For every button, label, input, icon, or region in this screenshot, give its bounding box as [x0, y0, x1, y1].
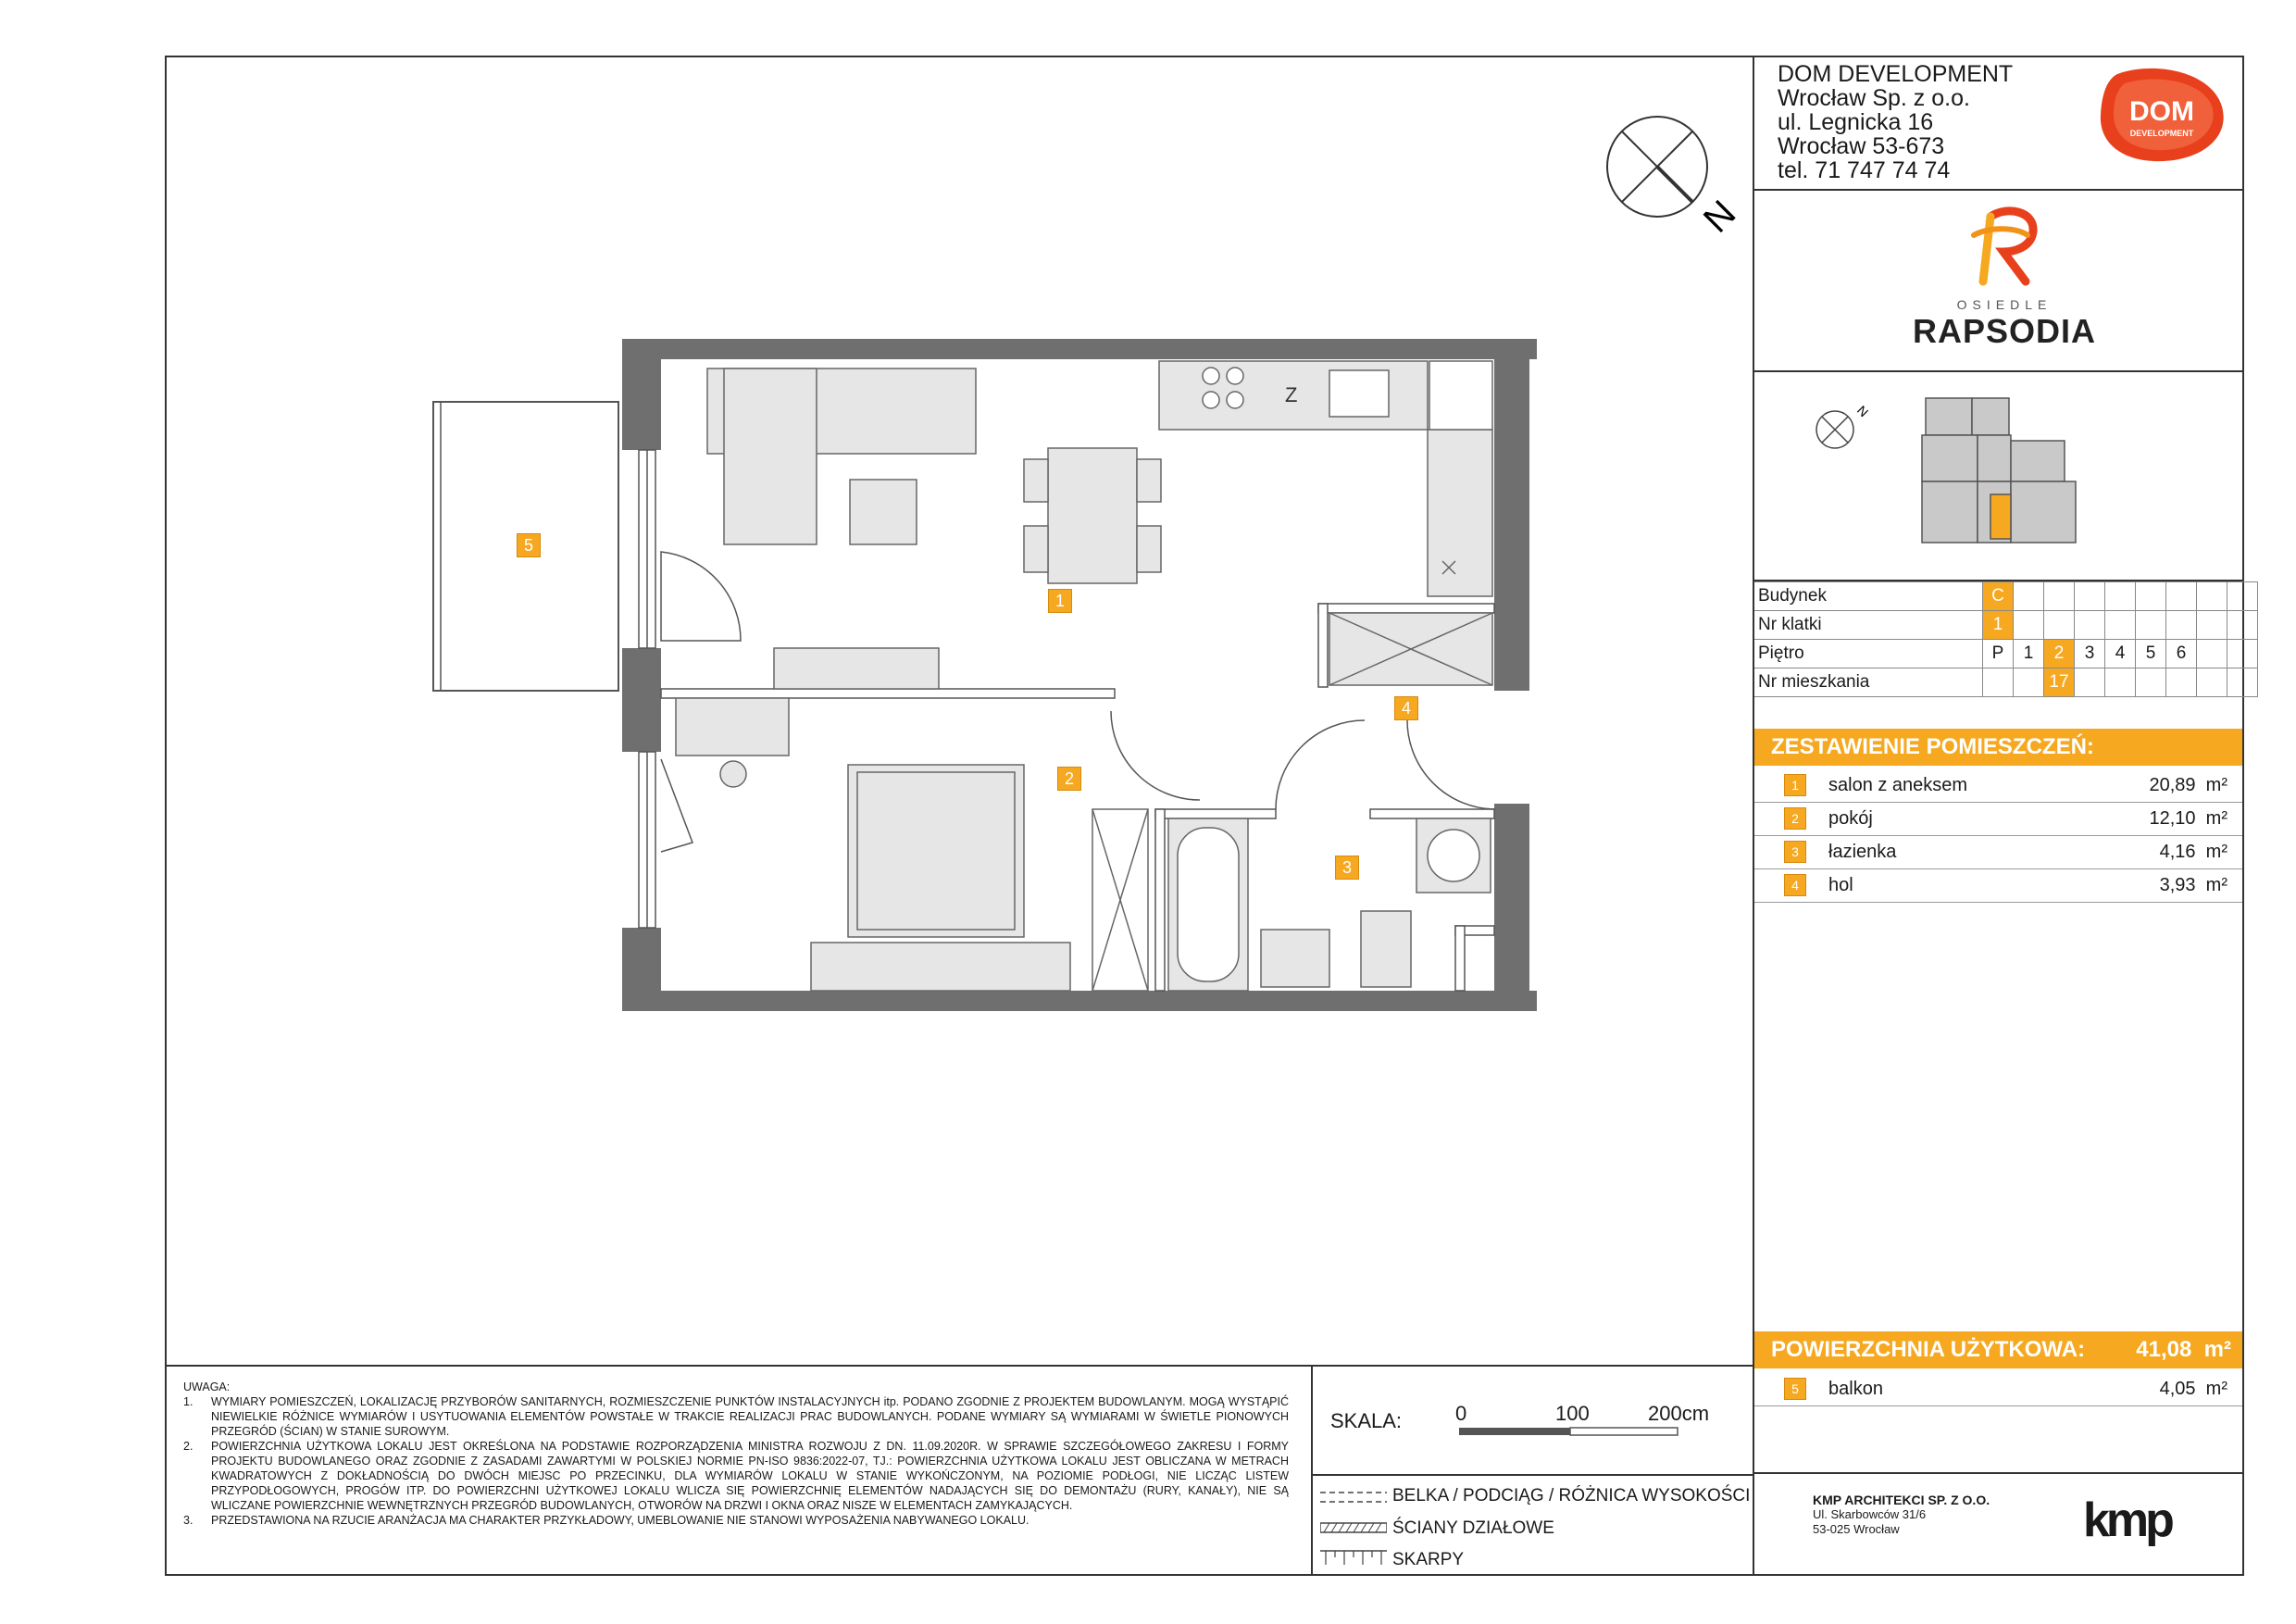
estate-prefix: OSIEDLE — [1956, 297, 2053, 312]
info-cell — [2014, 582, 2044, 611]
scale-tick-200: 200cm — [1648, 1402, 1710, 1425]
note-item — [183, 1439, 1289, 1513]
note-text: WYMIARY POMIESZCZEŃ, LOKALIZACJĘ PRZYBORÓW SANITARNYCH, ROZMIESZCZENIE PUNKTÓW INSTALACYJNYCH itp. PODANO ZGODNIE Z PROJEKTEM BUDOWLANYM. MOGĄ WYSTĄPIĆ NIEWIELKIE RÓŻNICE WYMIARÓW I USYTUOWANIA ELEMENTÓW POWSTAŁE W TRAKCIE REALIZACJI PRAC BUDOWLANYCH. PODANE WYMIARY SĄ WYMIARAMI W ŚWIETLE PIONOWYCH PRZEGRÓD (ŚCIAN) W STANIE SUROWYM. — [211, 1395, 1289, 1438]
room-name: łazienka — [1828, 842, 1897, 862]
room-name: hol — [1828, 875, 1853, 895]
room-area: 20,89 — [2149, 775, 2196, 795]
room-row — [1754, 868, 2242, 903]
info-cell — [2075, 611, 2105, 640]
notes — [183, 1380, 1289, 1528]
info-cell: 1 — [2014, 640, 2044, 668]
panel-line-4 — [1753, 1472, 2244, 1474]
balcony-number: 5 — [1784, 1378, 1806, 1400]
notes-divider — [165, 1365, 1753, 1367]
developer-phone: tel. 71 747 74 74 — [1778, 157, 1951, 183]
note-item — [183, 1394, 1289, 1439]
legend-walls: ŚCIANY DZIAŁOWE — [1392, 1518, 1554, 1538]
scale-tick-100: 100 — [1555, 1402, 1590, 1425]
info-cell — [2227, 611, 2258, 640]
info-cell: C — [1983, 582, 2014, 611]
north-label: N — [1695, 193, 1744, 241]
info-cell — [2197, 640, 2227, 668]
balcony-unit: m² — [2205, 1379, 2227, 1399]
panel-line-2 — [1753, 370, 2244, 372]
info-cell — [2075, 582, 2105, 611]
plan-tag-2: 2 — [1057, 767, 1081, 791]
info-cell — [2197, 668, 2227, 697]
info-cell — [2166, 668, 2197, 697]
room-row — [1754, 802, 2242, 836]
info-row-label: Nr klatki — [1754, 611, 1983, 640]
note-number: 1. — [183, 1395, 193, 1408]
notes-title: UWAGA: — [183, 1380, 231, 1393]
room-unit: m² — [2205, 875, 2227, 895]
info-cell: 3 — [2075, 640, 2105, 668]
legend-divider — [1311, 1474, 1753, 1476]
floor-plan — [426, 333, 1537, 1018]
rooms-header-text: ZESTAWIENIE POMIESZCZEŃ: — [1771, 734, 2094, 759]
legend-beam: BELKA / PODCIĄG / RÓŻNICA WYSOKOŚCI — [1392, 1486, 1751, 1505]
info-row-label: Budynek — [1754, 582, 1983, 611]
building-keyplan — [1922, 398, 2076, 543]
info-cell — [2197, 611, 2227, 640]
info-cell — [2044, 611, 2075, 640]
plan-tag-3: 3 — [1335, 856, 1359, 880]
usable-area-unit: m² — [2203, 1337, 2231, 1362]
info-cell: 1 — [1983, 611, 2014, 640]
developer-address — [1778, 62, 2013, 182]
info-row-label: Piętro — [1754, 640, 1983, 668]
developer-company: Wrocław Sp. z o.o. — [1778, 85, 1970, 111]
kitchen-counter — [1159, 361, 1492, 596]
info-cell — [2014, 668, 2044, 697]
room-area: 4,16 — [2159, 842, 2196, 862]
plan-tag-4: 4 — [1394, 696, 1418, 720]
info-cell — [2075, 668, 2105, 697]
info-row — [1754, 582, 2258, 611]
room-number: 1 — [1784, 774, 1806, 796]
info-cell — [2136, 611, 2166, 640]
note-text: PRZEDSTAWIONA NA RZUCIE ARANŻACJA MA CHARAKTER PRZYKŁADOWY, UMEBLOWANIE NIE STANOWI WYPOSAŻENIA NABYWANEGO LOKALU. — [211, 1514, 1029, 1527]
usable-area-band — [1754, 1331, 2242, 1368]
developer-street: ul. Legnicka 16 — [1778, 109, 1934, 135]
small-compass-icon — [1816, 403, 1871, 448]
scale-divider — [1311, 1365, 1313, 1576]
usable-area-label: POWIERZCHNIA UŻYTKOWA: — [1771, 1337, 2086, 1362]
room-number: 3 — [1784, 841, 1806, 863]
info-cell — [2105, 668, 2136, 697]
keyplan — [1805, 380, 2120, 574]
info-cell — [2227, 668, 2258, 697]
scale-bar — [1459, 1426, 1681, 1439]
note-item — [183, 1513, 1289, 1528]
info-cell — [2014, 611, 2044, 640]
room-window-swing — [661, 759, 693, 852]
plan-tag-5: 5 — [517, 533, 541, 557]
room-name: salon z aneksem — [1828, 775, 1968, 795]
svg-text:DOM: DOM — [2129, 96, 2194, 127]
info-cell — [2227, 582, 2258, 611]
info-cell — [2227, 640, 2258, 668]
room-unit: m² — [2205, 808, 2227, 829]
panel-line-1 — [1753, 189, 2244, 191]
info-cell — [2197, 582, 2227, 611]
balcony-name: balkon — [1828, 1379, 1883, 1399]
room-unit: m² — [2205, 775, 2227, 795]
info-cell — [2105, 611, 2136, 640]
info-cell — [2105, 582, 2136, 611]
note-number: 2. — [183, 1440, 193, 1453]
living-furniture — [707, 369, 1161, 689]
room-unit: m² — [2205, 842, 2227, 862]
scale-tick-0: 0 — [1455, 1402, 1467, 1425]
info-cell: 5 — [2136, 640, 2166, 668]
dom-development-logo — [2097, 67, 2227, 163]
walls-legend-icon — [1320, 1522, 1387, 1533]
info-row — [1754, 640, 2258, 668]
info-cell — [2166, 611, 2197, 640]
room-area: 3,93 — [2159, 875, 2196, 895]
room-number: 4 — [1784, 874, 1806, 896]
info-cell: 6 — [2166, 640, 2197, 668]
rapsodia-r-icon — [1963, 204, 2046, 293]
hall-wardrobe — [1329, 613, 1492, 685]
balcony-door-swing — [661, 552, 741, 641]
developer-city: Wrocław 53-673 — [1778, 133, 1945, 159]
plan-tag-1: 1 — [1048, 589, 1072, 613]
note-text: POWIERZCHNIA UŻYTKOWA LOKALU JEST OKREŚLONA NA PODSTAWIE ROZPORZĄDZENIA MINISTRA ROZWOJU Z DN. 11.09.2020R. W SPRAWIE SZCZEGÓŁOWEGO ZAKRESU I FORMY PROJEKTU BUDOWLANEGO ORAZ ZGODNIE Z ZASADAMI ZAWARTYMI W POLSKIEJ NORMIE PN-ISO 9836:2022-07, TJ.: POWIERZCHNIA UŻYTKOWA LOKALU JEST OBLICZANA W METRACH KWADRATOWYCH Z DOKŁADNOŚCIĄ DO DWÓCH MIEJSC PO PRZECINKU, DLA WYMIARÓW LOKALU W STANIE WYKOŃCZONYM, NA POZIOMIE PODŁOGI, NIE LICZĄC LISTEW PRZYPODŁOGOWYCH, PROGÓW ITP. DO POWIERZCHNI UŻYTKOWEJ LOKALU WLICZA SIĘ POWIERZCHNIĘ ELEMENTÓW NADAJĄCYCH SIĘ DO DEMONTAŻU (RURY, KANAŁY), NIE SĄ WLICZANE POWIERZCHNIE WEWNĘTRZNYCH PRZEGRÓD BUDOWLANYCH, OTWORÓW NA DRZWI I OKNA ORAZ NISZE W ELEMENTACH ZAMYKAJĄCYCH. — [211, 1440, 1289, 1512]
svg-text:N: N — [1853, 402, 1872, 420]
info-cell — [2136, 582, 2166, 611]
legend-slopes: SKARPY — [1392, 1550, 1465, 1569]
room-area: 12,10 — [2149, 808, 2196, 829]
room-row — [1754, 768, 2242, 803]
fridge-label: Z — [1285, 383, 1298, 406]
estate-name: RAPSODIA — [1912, 312, 2097, 350]
balcony-row — [1754, 1372, 2242, 1406]
info-cell — [1983, 668, 2014, 697]
unit-info-table — [1754, 581, 2258, 697]
info-cell: 2 — [2044, 640, 2075, 668]
info-row — [1754, 611, 2258, 640]
info-cell — [2166, 582, 2197, 611]
architect-info — [1813, 1493, 1990, 1537]
info-cell: P — [1983, 640, 2014, 668]
interior-doors — [1111, 711, 1494, 809]
north-compass-icon — [1602, 111, 1750, 250]
info-cell — [2136, 668, 2166, 697]
room-name: pokój — [1828, 808, 1873, 829]
note-number: 3. — [183, 1514, 193, 1527]
bedroom-furniture — [676, 698, 1148, 991]
beam-legend-icon — [1320, 1489, 1387, 1507]
info-cell: 4 — [2105, 640, 2136, 668]
info-row — [1754, 668, 2258, 697]
info-cell: 17 — [2044, 668, 2075, 697]
architect-city: 53-025 Wrocław — [1813, 1522, 1900, 1536]
rapsodia-logo — [1903, 204, 2106, 361]
slopes-legend-icon — [1320, 1548, 1387, 1567]
architect-logo: kmp — [2083, 1493, 2171, 1547]
svg-text:DEVELOPMENT: DEVELOPMENT — [2129, 129, 2194, 138]
rooms-header — [1754, 729, 2242, 766]
room-row — [1754, 835, 2242, 869]
info-row-label: Nr mieszkania — [1754, 668, 1983, 697]
balcony-area: 4,05 — [2159, 1379, 2196, 1399]
room-number: 2 — [1784, 807, 1806, 830]
bathroom-fixtures — [1168, 818, 1491, 991]
architect-name: KMP ARCHITEKCI SP. Z O.O. — [1813, 1493, 1990, 1507]
scale-label: SKALA: — [1330, 1409, 1403, 1432]
developer-name: DOM DEVELOPMENT — [1778, 61, 2014, 87]
architect-street: Ul. Skarbowców 31/6 — [1813, 1507, 1927, 1521]
info-cell — [2044, 582, 2075, 611]
usable-area-value: 41,08 — [2136, 1337, 2192, 1362]
